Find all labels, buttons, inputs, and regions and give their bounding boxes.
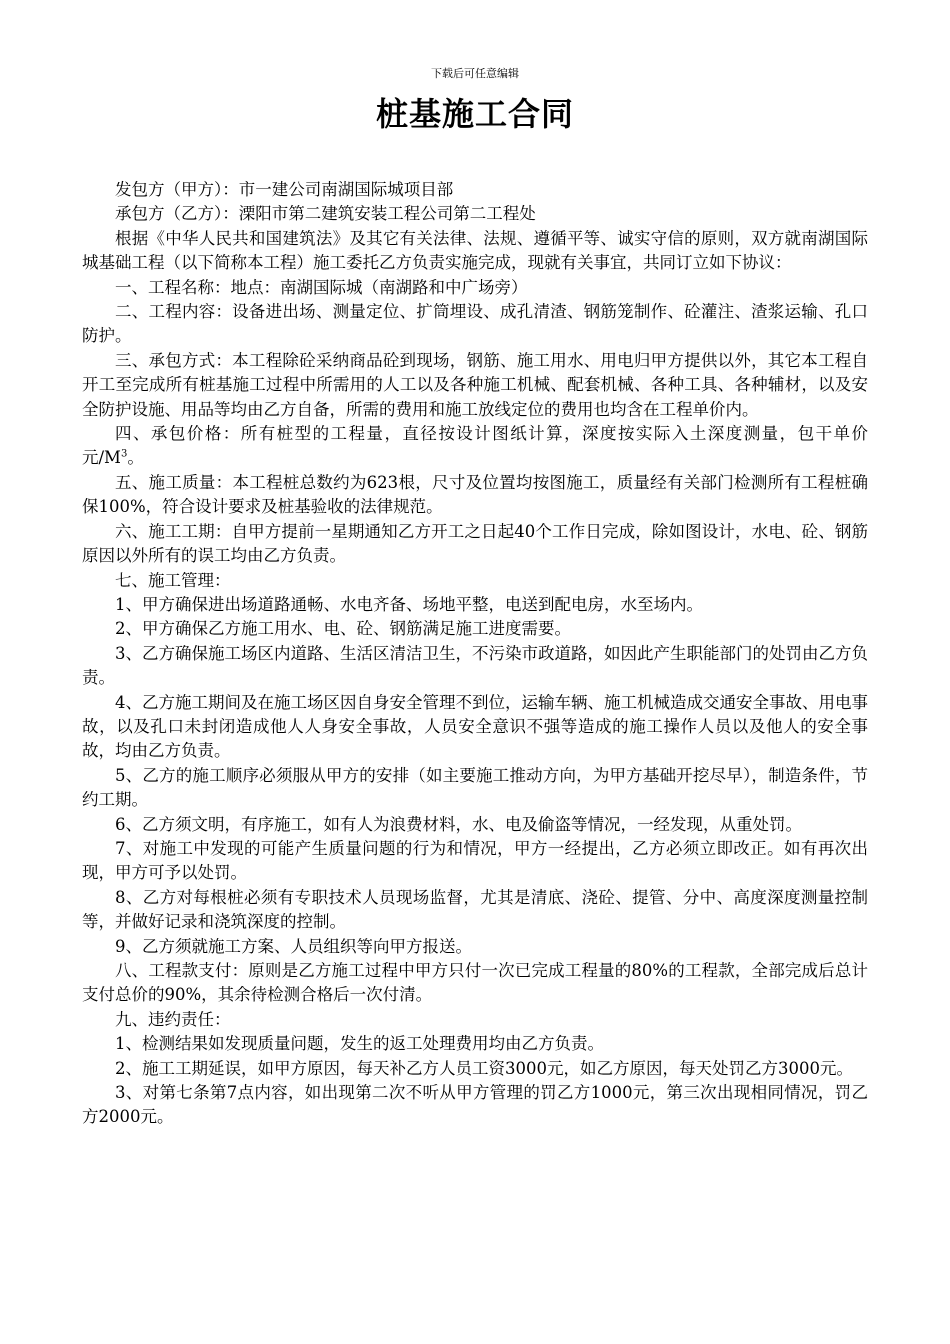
- clause-7-item-9: 9、乙方须就施工方案、人员组织等向甲方报送。: [115, 936, 472, 956]
- clause-7-item-3: 3、乙方确保施工场区内道路、生活区清洁卫生，不污染市政道路，如因此产生职能部门的处罚由乙方负责。: [82, 643, 868, 688]
- cubic-superscript: 3: [120, 448, 128, 460]
- clause-8-payment: 八、工程款支付：原则是乙方施工过程中甲方只付一次已完成工程量的80%的工程款，全部完成后总计支付总价的90%，其余待检测合格后一次付清。: [82, 961, 868, 1005]
- clause-4-text: 四、承包价格：所有桩型的工程量，直径按设计图纸计算，深度按实际入土深度测量，包干单价 元/M: [82, 424, 901, 468]
- clause-3-contract-mode: 三、承包方式：本工程除砼采纳商品砼到现场，钢筋、施工用水、用电归甲方提供以外，其它本工程自开工至完成所有桩基施工过程中所需用的人工以及各种施工机械、配套机械、各种工具、各种辅材，以及安全防护设施、用品等均由乙方自备，所需的费用和施工放线定位的费用也均含在工程单价内。: [82, 350, 868, 419]
- clause-5-quality: 五、施工质量：本工程桩总数约为623根，尺寸及位置均按图施工，质量经有关部门检测所有工程桩确保100%，符合设计要求及桩基验收的法律规范。: [82, 472, 868, 517]
- clause-6-schedule: 六、施工工期：自甲方提前一星期通知乙方开工之日起40个工作日完成，除如图设计，水电、砼、钢筋原因以外所有的误工均由乙方负责。: [82, 521, 868, 566]
- preamble: 根据《中华人民共和国建筑法》及其它有关法律、法规、遵循平等、诚实守信的原则，双方就南湖国际城基础工程（以下简称本工程）施工委托乙方负责实施完成，现就有关事宜，共同订立如下协议：: [82, 228, 868, 273]
- clause-7-item-4: 4、乙方施工期间及在施工场区因自身安全管理不到位，运输车辆、施工机械造成交通安全事故、用电事故，以及孔口未封闭造成他人人身安全事故，人员安全意识不强等造成的施工操作人员以及他人的安全事故，均由乙方负责。: [82, 692, 868, 761]
- clause-7-item-2: 2、甲方确保乙方施工用水、电、砼、钢筋满足施工进度需要。: [115, 619, 571, 639]
- clause-7-item-8: 8、乙方对每根桩必须有专职技术人员现场监督，尤其是清底、浇砼、提管、分中、高度深度测量控制等，并做好记录和浇筑深度的控制。: [82, 887, 868, 932]
- clause-4-price: [82, 422, 901, 471]
- clause-2-scope: 二、工程内容：设备进出场、测量定位、扩筒埋设、成孔清渣、钢筋笼制作、砼灌注、渣浆运输、孔口防护。: [82, 302, 868, 346]
- clause-7-item-5: 5、乙方的施工顺序必须服从甲方的安排（如主要施工推动方向，为甲方基础开挖尽早），制造条件，节约工期。: [82, 765, 868, 810]
- party-b: 承包方（乙方）：溧阳市第二建筑安装工程公司第二工程处: [115, 204, 536, 224]
- clause-1-project-name: 一、工程名称：地点：南湖国际城（南湖路和中广场旁）: [115, 277, 528, 297]
- contract-body: [82, 178, 901, 1130]
- party-a: 发包方（甲方）：市一建公司南湖国际城项目部: [115, 180, 454, 199]
- clause-9-item-3: 3、对第七条第7点内容，如出现第二次不听从甲方管理的罚乙方1000元，第三次出现相同情况，罚乙方2000元。: [82, 1083, 868, 1127]
- clause-7-management: 七、施工管理：: [115, 570, 231, 590]
- clause-7-item-7: 7、对施工中发现的可能产生质量问题的行为和情况，甲方一经提出，乙方必须立即改正。如有再次出现，甲方可予以处罚。: [82, 838, 868, 883]
- clause-7-item-6: 6、乙方须文明，有序施工，如有人为浪费材料，水、电及偷盗等情况，一经发现，从重处罚。: [115, 814, 802, 834]
- clause-7-item-1: 1、甲方确保进出场道路通畅、水电齐备、场地平整，电送到配电房，水至场内。: [115, 594, 703, 614]
- clause-9-liability: 九、违约责任：: [115, 1009, 231, 1029]
- clause-9-item-1: 1、检测结果如发现质量问题，发生的返工处理费用均由乙方负责。: [115, 1034, 604, 1054]
- clause-9-item-2: 2、施工工期延误，如甲方原因，每天补乙方人员工资3000元，如乙方原因，每天处罚乙方3000元。: [115, 1058, 853, 1078]
- clause-4-tail: 。: [127, 448, 144, 468]
- contract-title: 桩基施工合同: [375, 95, 574, 133]
- header-note: 下载后可任意编辑: [431, 67, 519, 80]
